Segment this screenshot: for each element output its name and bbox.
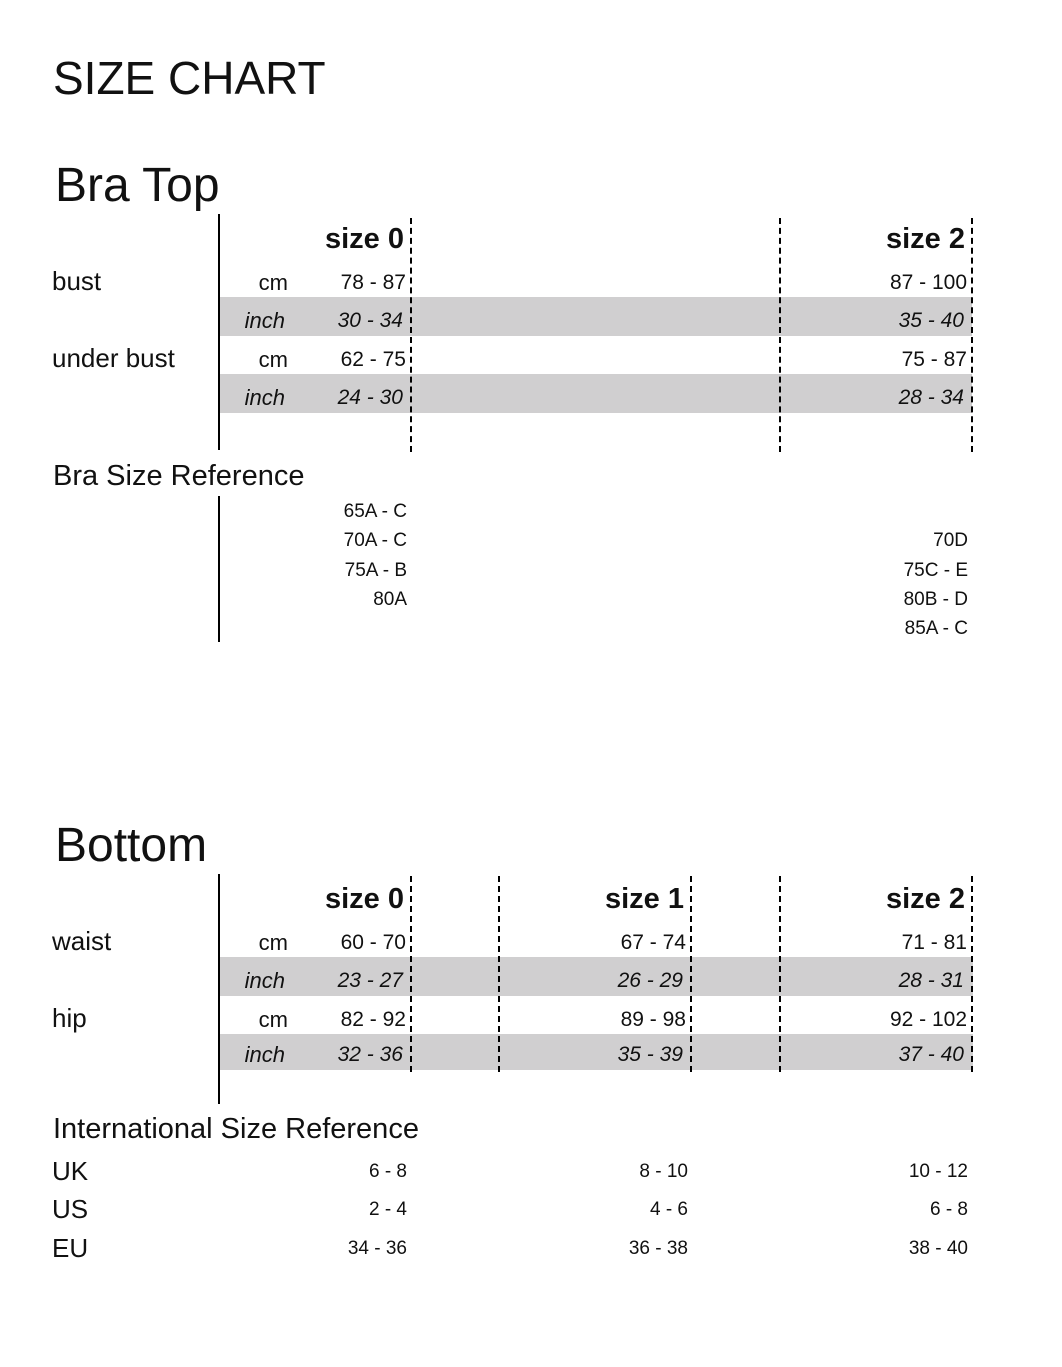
bra-ref-size2-item: 70D [933,530,968,551]
bra-size-2-header: size 2 [886,223,965,255]
bottom-heading: Bottom [55,819,208,872]
bra-ref-size2-item: 80B - D [903,589,968,610]
waist-cm-size0: 60 - 70 [340,931,406,954]
hip-inch-unit: inch [244,1042,285,1067]
us-label: US [52,1194,89,1224]
eu-size1: 36 - 38 [628,1238,688,1259]
hip-cm-unit: cm [258,1007,288,1032]
waist-cm-size1: 67 - 74 [620,931,686,954]
bust-inch-size0: 30 - 34 [337,309,403,332]
eu-size2: 38 - 40 [908,1238,968,1259]
hip-inch-size0: 32 - 36 [337,1043,403,1066]
hip-inch-size2: 37 - 40 [898,1043,964,1066]
bra-size-0-header: size 0 [325,223,404,255]
bottom-size-2-header: size 2 [886,883,965,915]
hip-cm-size0: 82 - 92 [340,1008,406,1031]
eu-label: EU [52,1233,89,1263]
bottom-size-0-header: size 0 [325,883,404,915]
under-bust-cm-unit: cm [258,347,288,372]
bust-inch-unit: inch [244,308,285,333]
under-bust-inch-size0: 24 - 30 [337,386,403,409]
bra-top-heading: Bra Top [55,159,220,212]
under-bust-cm-size2: 75 - 87 [901,348,967,371]
waist-inch-size2: 28 - 31 [898,969,964,992]
under-bust-label: under bust [52,343,175,373]
hip-label: hip [52,1003,87,1033]
bra-size0-divider [410,218,412,452]
bra-ref-size0-item: 80A [373,589,407,610]
international-size-reference-heading: International Size Reference [53,1113,419,1145]
uk-size1: 8 - 10 [639,1161,688,1182]
hip-cm-size1: 89 - 98 [620,1008,686,1031]
hip-cm-size2: 92 - 102 [889,1008,967,1031]
bra-gap-divider [779,218,781,452]
bra-ref-size2-item: 75C - E [903,560,968,581]
page-title: SIZE CHART [53,52,326,104]
bra-size2-divider [971,218,973,452]
hip-inch-size1: 35 - 39 [617,1043,683,1066]
bottom-size1-divider [690,876,692,1072]
us-size0: 2 - 4 [368,1199,407,1220]
bust-cm-size0: 78 - 87 [340,271,406,294]
bust-inch-size2: 35 - 40 [898,309,964,332]
uk-size0: 6 - 8 [368,1161,407,1182]
uk-size2: 10 - 12 [908,1161,968,1182]
bra-ref-size0-item: 75A - B [344,560,407,581]
waist-label: waist [52,926,112,956]
us-size2: 6 - 8 [929,1199,968,1220]
under-bust-inch-size2: 28 - 34 [898,386,964,409]
waist-inch-size1: 26 - 29 [617,969,683,992]
bra-ref-size0-item: 65A - C [343,501,407,522]
bra-ref-size2-item: 85A - C [904,618,968,639]
waist-inch-size0: 23 - 27 [337,969,403,992]
waist-cm-unit: cm [258,930,288,955]
bust-cm-size2: 87 - 100 [889,271,967,294]
bra-reference-axis-line [218,496,220,642]
bust-cm-unit: cm [258,270,288,295]
bust-label: bust [52,266,102,296]
bottom-size-1-header: size 1 [605,883,684,915]
under-bust-cm-size0: 62 - 75 [340,348,406,371]
eu-size0: 34 - 36 [347,1238,407,1259]
bottom-gap-divider [498,876,500,1072]
bottom-gap-divider [779,876,781,1072]
bottom-size0-divider [410,876,412,1072]
under-bust-inch-unit: inch [244,385,285,410]
bra-ref-size0-item: 70A - C [343,530,407,551]
waist-cm-size2: 71 - 81 [901,931,967,954]
uk-label: UK [52,1156,89,1186]
us-size1: 4 - 6 [649,1199,688,1220]
bottom-size2-divider [971,876,973,1072]
bra-size-reference-heading: Bra Size Reference [53,460,305,492]
waist-inch-unit: inch [244,968,285,993]
